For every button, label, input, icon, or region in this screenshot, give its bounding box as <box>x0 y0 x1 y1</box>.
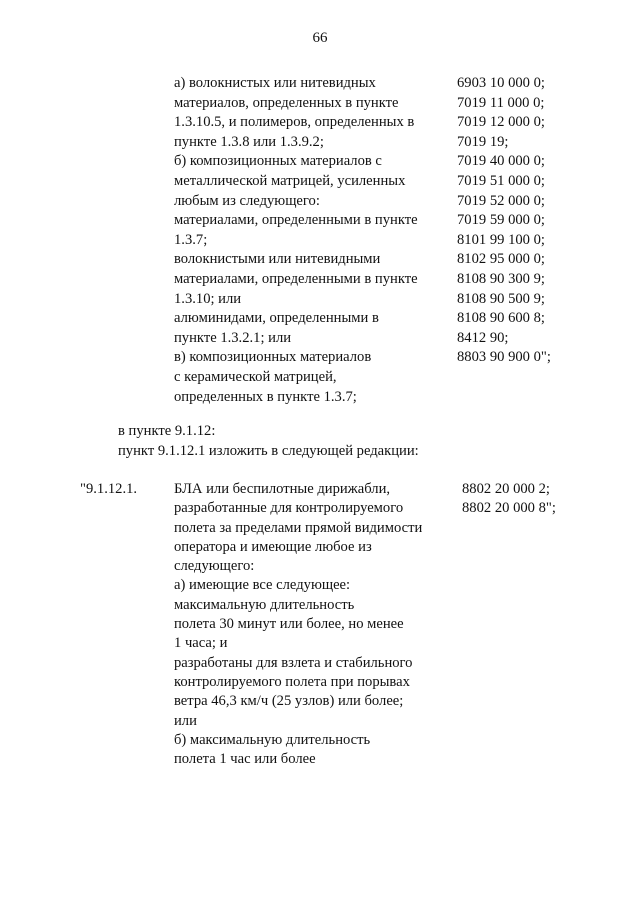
text-line: б) композиционных материалов с <box>174 153 382 170</box>
text-line: материалами, определенными в пункте <box>174 270 418 287</box>
text-line: в) композиционных материалов <box>174 349 372 366</box>
text-line: пункте 1.3.8 или 1.3.9.2; <box>174 133 324 150</box>
item-code-line: 8802 20 000 2; <box>462 481 550 497</box>
code-line: 8803 90 900 0"; <box>457 349 551 366</box>
text-line: определенных в пункте 1.3.7; <box>174 388 357 405</box>
code-line: 8108 90 500 9; <box>457 290 545 307</box>
code-line: 7019 12 000 0; <box>457 114 545 131</box>
code-line: 8412 90; <box>457 329 509 346</box>
text-line: алюминидами, определенными в <box>174 310 379 327</box>
item-text-line: б) максимальную длительность <box>174 731 371 748</box>
code-line: 7019 51 000 0; <box>457 172 545 189</box>
text-line: 1.3.10.5, и полимеров, определенных в <box>174 114 415 131</box>
top-text-column <box>174 74 464 407</box>
item-text-line: ветра 46,3 км/ч (25 узлов) или более; <box>174 693 404 710</box>
item-text-line: полета 1 час или более <box>174 751 316 768</box>
item-number: "9.1.12.1. <box>80 481 138 497</box>
code-line: 8102 95 000 0; <box>457 251 545 268</box>
code-line: 7019 52 000 0; <box>457 192 545 209</box>
item-text-line: полета за пределами прямой видимости <box>174 519 423 536</box>
item-text-line: полета 30 минут или более, но менее <box>174 616 404 633</box>
text-line: металлической матрицей, усиленных <box>174 172 406 189</box>
text-line: а) волокнистых или нитевидных <box>174 75 376 91</box>
code-line: 7019 59 000 0; <box>457 212 545 229</box>
code-line: 6903 10 000 0; <box>457 75 545 91</box>
item-code-line: 8802 20 000 8"; <box>462 500 556 517</box>
item-codes-column <box>462 480 556 519</box>
top-codes-column <box>457 74 607 368</box>
code-line: 7019 11 000 0; <box>457 94 545 111</box>
text-line: с керамической матрицей, <box>174 368 337 385</box>
item-text-column <box>174 480 454 769</box>
code-line: 8108 90 300 9; <box>457 270 545 287</box>
text-line: материалами, определенными в пункте <box>174 212 418 229</box>
text-line: волокнистыми или нитевидными <box>174 251 381 268</box>
code-line: 7019 40 000 0; <box>457 153 545 170</box>
item-text-line: оператора и имеющие любое из <box>174 538 372 555</box>
item-text-line: 1 часа; и <box>174 635 228 652</box>
item-text-line: контролируемого полета при порывах <box>174 673 410 690</box>
text-line: 1.3.10; или <box>174 290 242 307</box>
amendment-instruction <box>118 422 419 461</box>
instruction-line: в пункте 9.1.12: <box>118 423 216 439</box>
text-line: 1.3.7; <box>174 231 208 248</box>
code-line: 8101 99 100 0; <box>457 231 545 248</box>
text-line: пункте 1.3.2.1; или <box>174 329 292 346</box>
text-line: любым из следующего: <box>174 192 320 209</box>
text-line: материалов, определенных в пункте <box>174 94 399 111</box>
item-text-line: следующего: <box>174 558 255 575</box>
instruction-line: пункт 9.1.12.1 изложить в следующей редакции: <box>118 442 419 459</box>
code-line: 7019 19; <box>457 133 509 150</box>
item-text-line: а) имеющие все следующее: <box>174 577 351 594</box>
item-text-line: БЛА или беспилотные дирижабли, <box>174 481 391 497</box>
code-line: 8108 90 600 8; <box>457 310 545 327</box>
item-text-line: или <box>174 712 197 729</box>
item-text-line: разработанные для контролируемого <box>174 500 404 517</box>
item-text-line: максимальную длительность <box>174 596 355 613</box>
page-number: 66 <box>312 30 328 46</box>
item-text-line: разработаны для взлета и стабильного <box>174 654 413 671</box>
